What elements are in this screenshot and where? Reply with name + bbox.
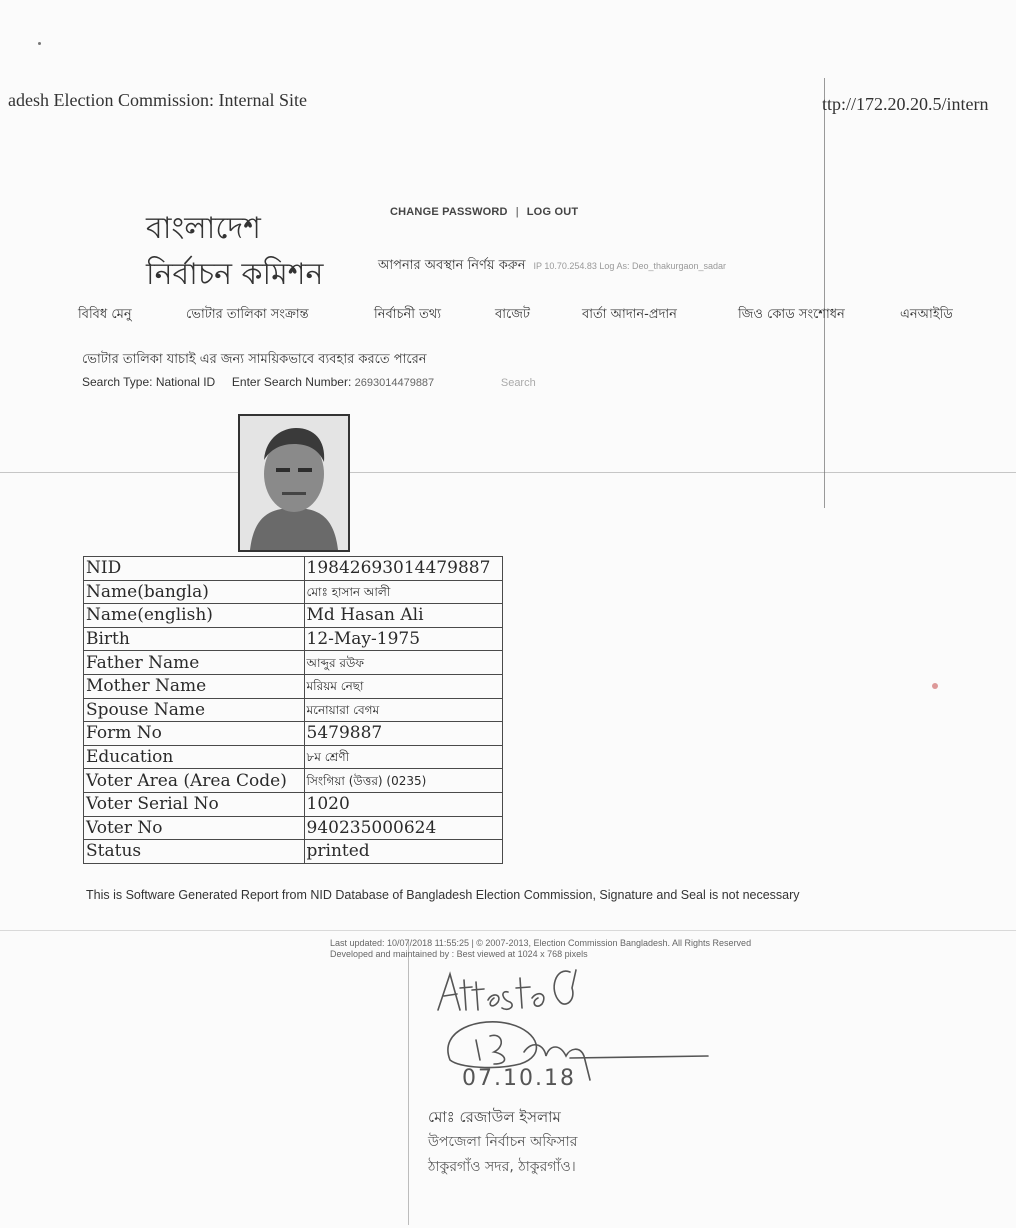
main-menu — [0, 305, 1016, 333]
field-label: Voter No — [84, 816, 305, 840]
table-row — [84, 816, 503, 840]
search-type-label: Search Type: — [82, 375, 153, 389]
search-number-label: Enter Search Number: — [231, 375, 352, 389]
footer-copyright: Last updated: 10/07/2018 11:55:25 | © 2007-2013, Election Commission Bangladesh. All Rights Reserved — [330, 938, 752, 948]
menu-item-nid[interactable]: এনআইডি — [900, 307, 953, 322]
field-label: Spouse Name — [84, 698, 305, 722]
print-page-url: ttp://172.20.20.5/intern — [822, 94, 989, 114]
table-row — [84, 792, 503, 816]
field-value: ৮ম শ্রেণী — [304, 745, 502, 769]
account-links — [390, 206, 578, 218]
menu-item-geo-code[interactable]: জিও কোড সংশোধন — [738, 307, 845, 322]
field-label: Birth — [84, 627, 305, 651]
field-value: 1020 — [304, 792, 502, 816]
field-label: NID — [84, 557, 305, 581]
search-button[interactable]: Search — [500, 377, 536, 389]
field-value: 940235000624 — [304, 816, 502, 840]
menu-item-voter-list[interactable]: ভোটার তালিকা সংক্রান্ত — [186, 307, 309, 322]
session-info: IP 10.70.254.83 Log As: Deo_thakurgaon_sadar — [533, 261, 727, 271]
location-label[interactable]: আপনার অবস্থান নির্ণয় করুন — [378, 258, 526, 273]
menu-item-budget[interactable]: বাজেট — [495, 307, 530, 322]
table-row — [84, 580, 503, 604]
field-label: Name(bangla) — [84, 580, 305, 604]
table-row — [84, 604, 503, 628]
menu-item-misc[interactable]: বিবিধ মেনু — [78, 307, 132, 322]
officer-stamp-title: উপজেলা নির্বাচন অফিসার — [428, 1134, 578, 1150]
attestation-date: 07.10.18 — [462, 1066, 576, 1091]
field-value: 12-May-1975 — [304, 627, 502, 651]
table-row — [84, 840, 503, 864]
officer-stamp-office: ঠাকুরগাঁও সদর, ঠাকুরগাঁও। — [428, 1159, 576, 1175]
table-row — [84, 627, 503, 651]
search-summary — [82, 375, 536, 389]
field-value: Md Hasan Ali — [304, 604, 502, 628]
field-label: Form No — [84, 722, 305, 746]
scan-speck — [38, 42, 41, 45]
nid-record-table — [83, 556, 503, 864]
menu-item-messaging[interactable]: বার্তা আদান-প্রদান — [582, 307, 677, 322]
menu-item-election-info[interactable]: নির্বাচনী তথ্য — [374, 307, 442, 322]
table-row — [84, 769, 503, 793]
field-label: Voter Serial No — [84, 792, 305, 816]
field-value: printed — [304, 840, 502, 864]
logo-bangladesh: বাংলাদেশ — [146, 211, 261, 246]
voter-photo — [238, 414, 350, 552]
scan-fold-line — [0, 472, 1016, 473]
scan-speck — [932, 683, 938, 689]
link-separator: | — [515, 206, 519, 218]
logout-link[interactable]: LOG OUT — [526, 206, 579, 218]
scan-fold-line — [0, 930, 1016, 931]
table-row — [84, 698, 503, 722]
field-value: মোঃ হাসান আলী — [304, 580, 502, 604]
field-value: সিংগিয়া (উত্তর) (0235) — [304, 769, 502, 793]
field-label: Mother Name — [84, 674, 305, 698]
field-label: Voter Area (Area Code) — [84, 769, 305, 793]
search-type-value[interactable]: National ID — [155, 375, 216, 389]
field-value: 5479887 — [304, 722, 502, 746]
location-bar — [378, 256, 726, 277]
disclaimer-text: This is Software Generated Report from NID Database of Bangladesh Election Commission, Signature and Seal is not necessary — [86, 888, 800, 902]
field-value: মনোয়ারা বেগম — [304, 698, 502, 722]
officer-stamp-name: মোঃ রেজাউল ইসলাম — [428, 1108, 561, 1126]
usage-notice: ভোটার তালিকা যাচাই এর জন্য সাময়িকভাবে ব্যবহার করতে পারেন — [82, 352, 427, 367]
field-label: Education — [84, 745, 305, 769]
field-label: Status — [84, 840, 305, 864]
field-label: Father Name — [84, 651, 305, 675]
table-row — [84, 745, 503, 769]
print-page-title: adesh Election Commission: Internal Site — [8, 90, 307, 110]
logo-election-commission: নির্বাচন কমিশন — [146, 257, 324, 292]
field-value: 19842693014479887 — [304, 557, 502, 581]
search-number-input[interactable]: 2693014479887 — [354, 377, 435, 389]
table-row — [84, 557, 503, 581]
scan-fold-line — [408, 940, 409, 1225]
field-label: Name(english) — [84, 604, 305, 628]
table-row — [84, 651, 503, 675]
footer-credits: Developed and maintained by : Best viewed at 1024 x 768 pixels — [330, 949, 588, 959]
scan-fold-line — [824, 78, 825, 508]
field-value: আব্দুর রউফ — [304, 651, 502, 675]
change-password-link[interactable]: CHANGE PASSWORD — [390, 206, 508, 218]
field-value: মরিয়ম নেছা — [304, 674, 502, 698]
table-row — [84, 674, 503, 698]
table-row — [84, 722, 503, 746]
